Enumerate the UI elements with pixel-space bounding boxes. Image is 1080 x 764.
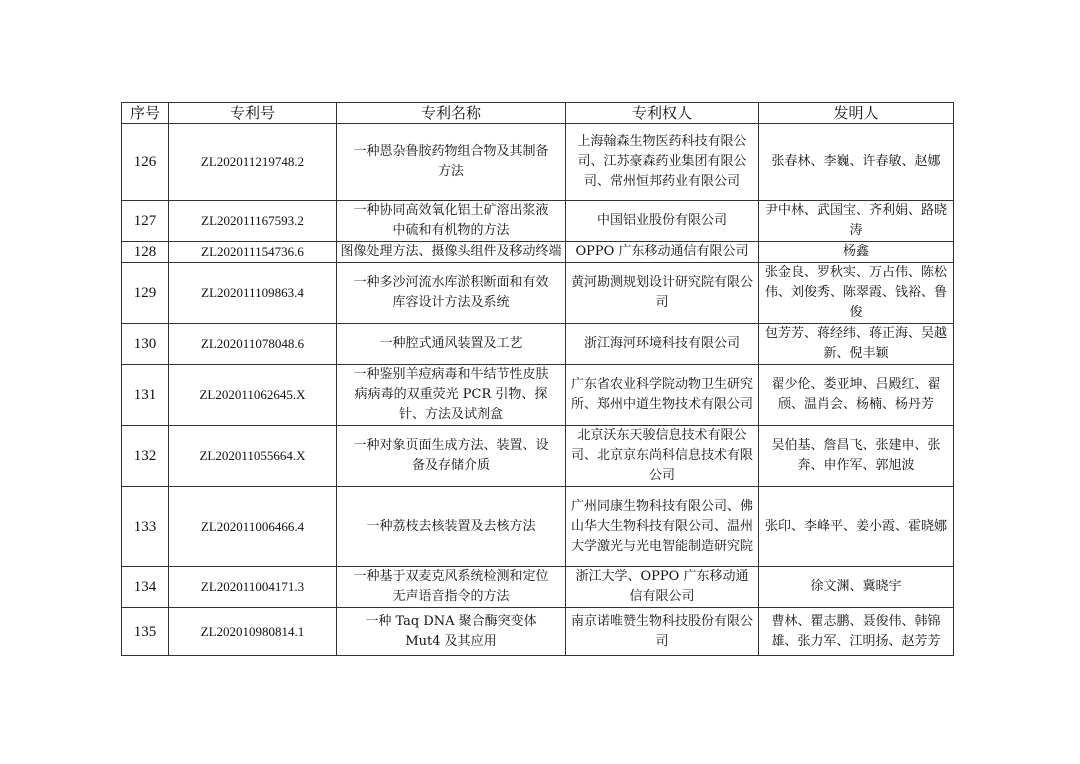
header-row — [122, 103, 954, 124]
header-patent-name: 专利名称 — [337, 103, 566, 124]
table-row — [122, 365, 954, 426]
patent-holder-cell: OPPO 广东移动通信有限公司 — [566, 242, 759, 263]
patent-holder-cell: 北京沃东天骏信息技术有限公司、北京京东尚科信息技术有限公司 — [566, 426, 759, 487]
seq-cell: 126 — [122, 124, 169, 201]
patent-holder-cell: 中国铝业股份有限公司 — [566, 201, 759, 242]
table-row — [122, 324, 954, 365]
seq-cell: 128 — [122, 242, 169, 263]
table-row — [122, 124, 954, 201]
patent-no-cell: ZL202011219748.2 — [169, 124, 337, 201]
patent-no-cell: ZL202011004171.3 — [169, 567, 337, 608]
patent-holder-cell: 黄河勘测规划设计研究院有限公司 — [566, 263, 759, 324]
patent-holder-cell: 广东省农业科学院动物卫生研究所、郑州中道生物技术有限公司 — [566, 365, 759, 426]
seq-cell: 133 — [122, 487, 169, 567]
patent-no-cell: ZL202011062645.X — [169, 365, 337, 426]
seq-cell: 135 — [122, 608, 169, 656]
inventors-cell: 张印、李峰平、姜小霞、霍晓娜 — [759, 487, 954, 567]
patent-name-cell: 一种基于双麦克风系统检测和定位无声语音指令的方法 — [337, 567, 566, 608]
patent-no-cell: ZL202011078048.6 — [169, 324, 337, 365]
patent-no-cell: ZL202011154736.6 — [169, 242, 337, 263]
table-row — [122, 426, 954, 487]
seq-cell: 127 — [122, 201, 169, 242]
patent-name-cell: 图像处理方法、摄像头组件及移动终端 — [337, 242, 566, 263]
inventors-cell: 张春林、李巍、许春敏、赵娜 — [759, 124, 954, 201]
patent-no-cell: ZL202011109863.4 — [169, 263, 337, 324]
patent-no-cell: ZL202011006466.4 — [169, 487, 337, 567]
header-inventors: 发明人 — [759, 103, 954, 124]
inventors-cell: 曹林、瞿志鹏、聂俊伟、韩锦雄、张力军、江明扬、赵芳芳 — [759, 608, 954, 656]
inventors-cell: 包芳芳、蒋经纬、蒋正海、吴越新、倪丰颖 — [759, 324, 954, 365]
patent-name-cell: 一种鉴别羊痘病毒和牛结节性皮肤病病毒的双重荧光 PCR 引物、探针、方法及试剂盒 — [337, 365, 566, 426]
seq-cell: 130 — [122, 324, 169, 365]
header-patent-no: 专利号 — [169, 103, 337, 124]
inventors-cell: 尹中林、武国宝、齐利娟、路晓涛 — [759, 201, 954, 242]
table-body — [122, 124, 954, 656]
patent-holder-cell: 上海翰森生物医药科技有限公司、江苏豪森药业集团有限公司、常州恒邦药业有限公司 — [566, 124, 759, 201]
table-row — [122, 608, 954, 656]
inventors-cell: 吴伯基、詹昌飞、张建申、张奔、申作军、郭旭波 — [759, 426, 954, 487]
table-row — [122, 242, 954, 263]
patent-name-cell: 一种多沙河流水库淤积断面和有效库容设计方法及系统 — [337, 263, 566, 324]
patent-no-cell: ZL202011055664.X — [169, 426, 337, 487]
patent-name-cell: 一种恩杂鲁胺药物组合物及其制备方法 — [337, 124, 566, 201]
patent-table — [121, 102, 954, 656]
table-header — [122, 103, 954, 124]
table-row — [122, 487, 954, 567]
inventors-cell: 徐文渊、冀晓宇 — [759, 567, 954, 608]
patent-holder-cell: 浙江大学、OPPO 广东移动通信有限公司 — [566, 567, 759, 608]
inventors-cell: 翟少伦、娄亚坤、吕殿红、翟颀、温肖会、杨楠、杨丹芳 — [759, 365, 954, 426]
seq-cell: 134 — [122, 567, 169, 608]
patent-name-cell: 一种对象页面生成方法、装置、设备及存储介质 — [337, 426, 566, 487]
patent-name-cell: 一种 Taq DNA 聚合酶突变体 Mut4 及其应用 — [337, 608, 566, 656]
patent-no-cell: ZL202011167593.2 — [169, 201, 337, 242]
seq-cell: 132 — [122, 426, 169, 487]
patent-no-cell: ZL202010980814.1 — [169, 608, 337, 656]
inventors-cell: 杨鑫 — [759, 242, 954, 263]
patent-name-cell: 一种腔式通风装置及工艺 — [337, 324, 566, 365]
header-seq: 序号 — [122, 103, 169, 124]
seq-cell: 131 — [122, 365, 169, 426]
patent-name-cell: 一种荔枝去核装置及去核方法 — [337, 487, 566, 567]
table-row — [122, 567, 954, 608]
table-row — [122, 263, 954, 324]
header-patent-holder: 专利权人 — [566, 103, 759, 124]
patent-holder-cell: 南京诺唯赞生物科技股份有限公司 — [566, 608, 759, 656]
patent-name-cell: 一种协同高效氧化铝土矿溶出浆液中硫和有机物的方法 — [337, 201, 566, 242]
patent-holder-cell: 浙江海河环境科技有限公司 — [566, 324, 759, 365]
seq-cell: 129 — [122, 263, 169, 324]
inventors-cell: 张金良、罗秋实、万占伟、陈松伟、刘俊秀、陈翠霞、钱裕、鲁俊 — [759, 263, 954, 324]
table-row — [122, 201, 954, 242]
patent-holder-cell: 广州同康生物科技有限公司、佛山华大生物科技有限公司、温州大学激光与光电智能制造研究院 — [566, 487, 759, 567]
